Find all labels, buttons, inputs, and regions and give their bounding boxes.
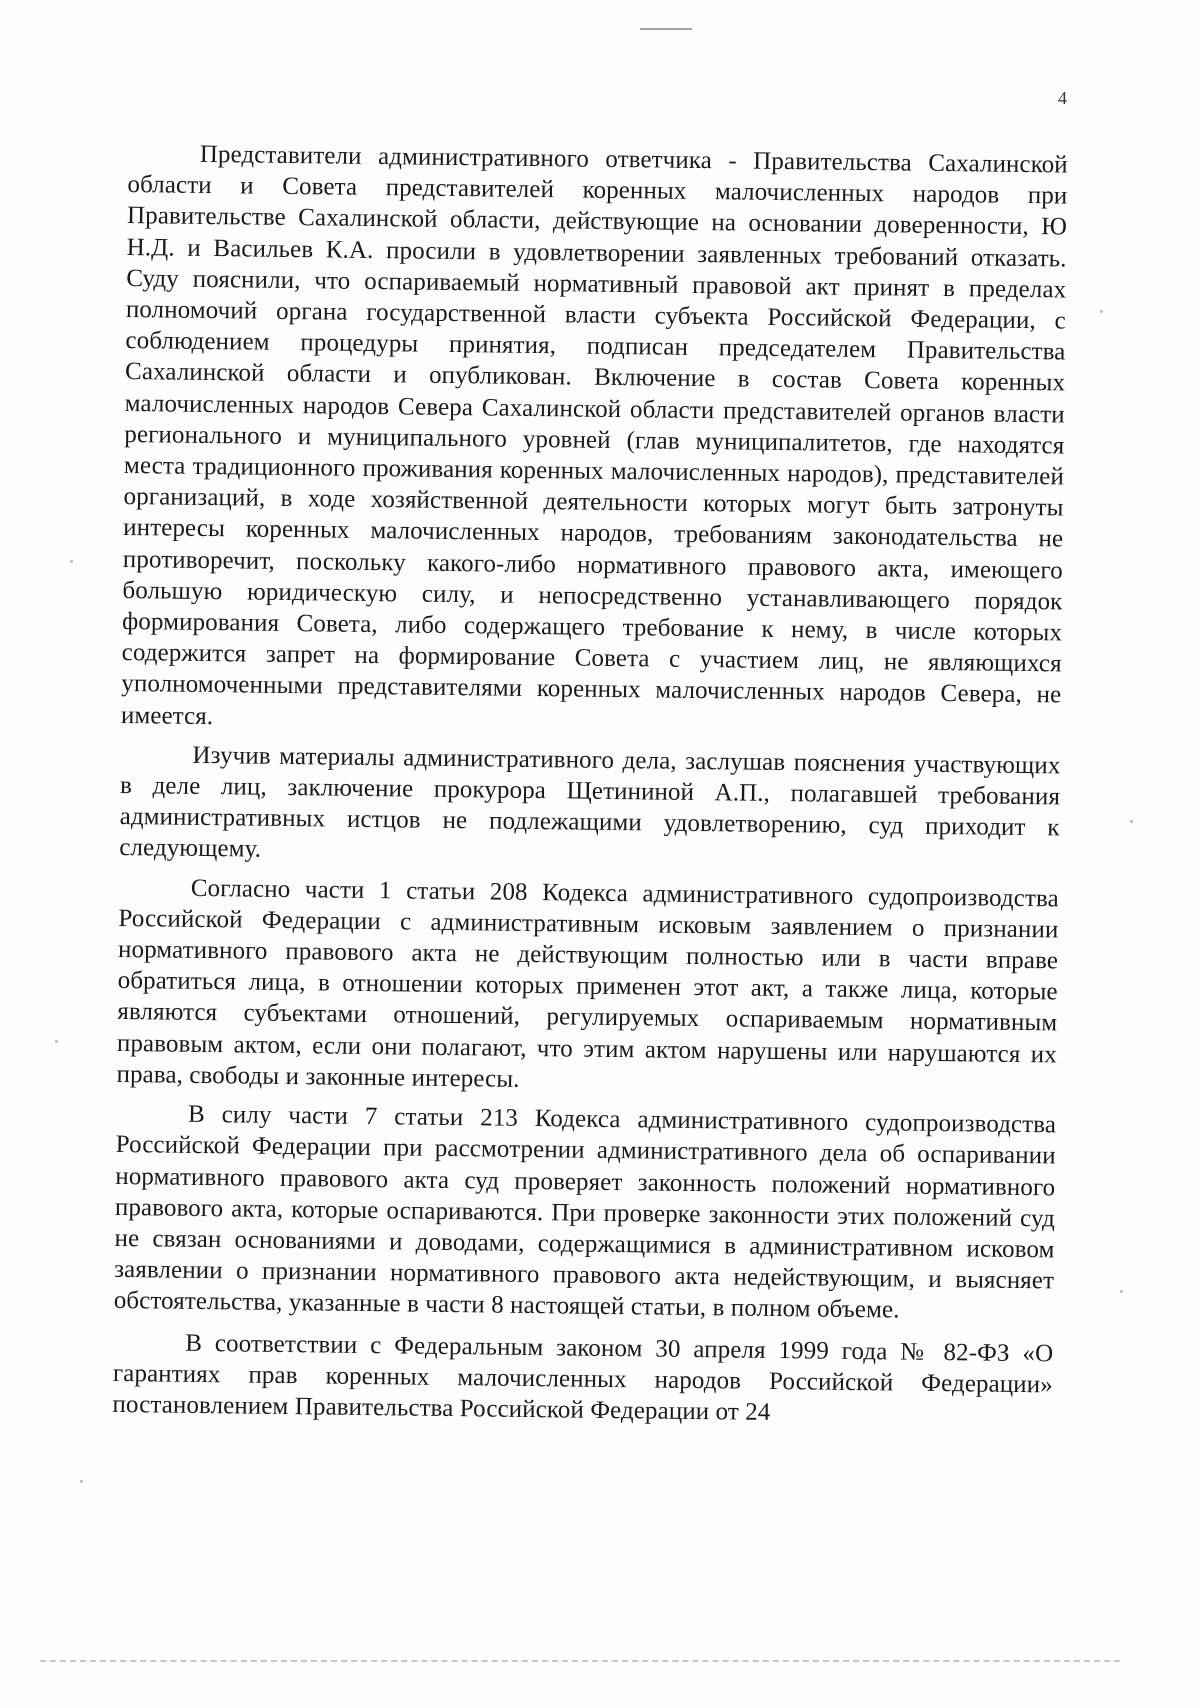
scan-speck [1130, 820, 1133, 823]
paragraph-court-review: Изучив материалы административного дела, заслушав пояснения участвующих в деле лиц, заключение прокурора Щетининой А.П., полагавшей требования административных истцов не подлежащими удовлетворению, суд приходит к следующему. [119, 741, 1061, 864]
paragraph-federal-law: В соответствии с Федеральным законом 30 апреля 1999 года № 82-ФЗ «О гарантиях прав коренных малочисленных народов Российской Федерации» постановлением Правительства Российской Федерации от 24 [112, 1329, 1054, 1426]
page-number: 4 [1058, 88, 1067, 108]
scan-mark [640, 28, 692, 30]
scan-speck [70, 560, 73, 563]
document-body [112, 138, 1068, 1439]
scan-speck [55, 1040, 58, 1043]
paragraph-article-213: В силу части 7 статьи 213 Кодекса административного судопроизводства Российской Федерации при рассмотрении административного дела об оспаривании нормативного правового акта суд проверяет законность положений нормативного правового акта, которые оспариваются. При проверке законности этих положений суд не связан основаниями и доводами, содержащимися в административном исковом заявлении о признании нормативного правового акта недействующим, и выясняет обстоятельства, указанные в части 8 настоящей статьи, в полном объеме. [113, 1100, 1057, 1324]
scan-speck [1120, 1290, 1123, 1293]
paragraph-article-208: Согласно части 1 статьи 208 Кодекса административного судопроизводства Российской Федерации с административным исковым заявлением о признании нормативного правового акта не действующим полностью или в части вправе обратиться лица, в отношении которых применен этот акт, а также лица, которые являются субъектами отношений, регулируемых оспариваемым нормативным правовым актом, если они полагают, что этим актом нарушены или нарушаются их права, свободы и законные интересы. [116, 874, 1059, 1093]
paragraph-respondent-position: Представители административного ответчика - Правительства Сахалинской области и Совета представителей коренных малочисленных народов при Правительстве Сахалинской области, действующие на основании доверенности, Ю Н.Д. и Васильев К.А. просили в удовлетворении заявленных требований отказать. Суду пояснили, что оспариваемый нормативный правовой акт принят в пределах полномочий органа государственной власти субъекта Российской Федерации, с соблюдением процедуры принятия, подписан председателем Правительства Сахалинской области и опубликован. Включение в состав Совета коренных малочисленных народов Севера Сахалинской области представителей органов власти регионального и муниципального уровней (глав муниципалитетов, где находятся места традиционного проживания коренных малочисленных народов), представителей организаций, в ходе хозяйственной деятельности которых могут быть затронуты интересы коренных малочисленных народов, требованиям законодательства не противоречит, поскольку какого-либо нормативного правового акта, имеющего большую юридическую силу, и непосредственно устанавливающего порядок формирования Совета, либо содержащего требование к нему, в числе которых содержится запрет на формирование Совета с участием лиц, не являющихся уполномоченными представителями коренных малочисленных народов Севера, не имеется. [120, 140, 1068, 730]
scan-speck [80, 1480, 83, 1483]
scan-bottom-line [40, 1660, 1120, 1662]
scan-speck [1100, 310, 1103, 313]
